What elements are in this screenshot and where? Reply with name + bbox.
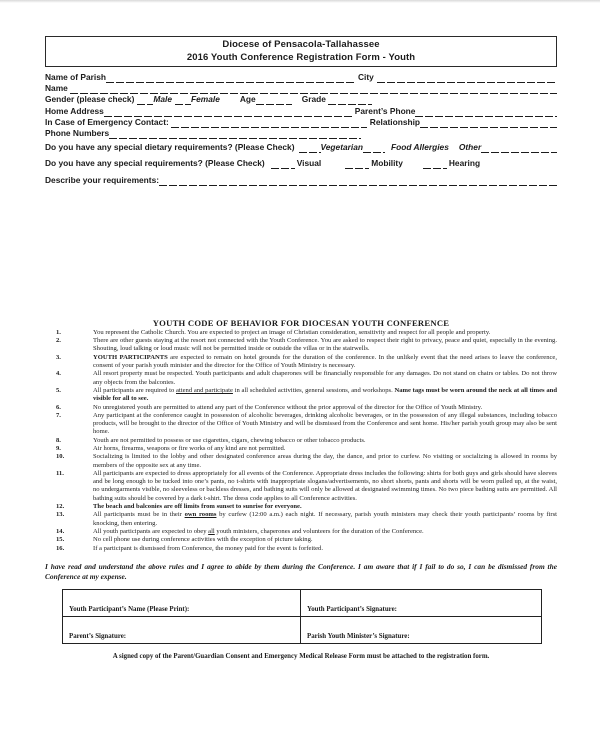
female-label: Female: [191, 94, 220, 105]
rule-item: [56, 354, 557, 371]
form-title-box: [45, 36, 557, 67]
code-of-behavior-section: [45, 318, 557, 553]
special-question-label: Do you have any special requirements? (Please Check): [45, 158, 265, 169]
rule-item: [56, 528, 557, 536]
rule-item: [56, 370, 557, 387]
form-row-describe: [45, 175, 557, 186]
vegetarian-label: Vegetarian: [320, 142, 364, 153]
rule-number: 3.: [56, 353, 61, 361]
rule-text: All participants are expected to dress appropriately for all events of the Conference. Appropriate dress includes the following: shirts for both guys and girls should have sleeves and be long enough to be tucked into one’s pants, no t-shirts with inappropriate slogans/advertisements, no short shorts, pants and shorts will be worn pulled up, at the waist, no undergarments visible, no sleeveless or backless dresses, and bathing suits will only be allowed at designated swimming times. No two piece bathing suits are permitted. All bathing suits should be covered by a dark t-shirt. The dress code applies to all Conference activities.: [93, 469, 557, 502]
rule-item: [56, 536, 557, 544]
name-input-line[interactable]: [70, 84, 557, 94]
male-check-line[interactable]: [137, 96, 153, 106]
form-row-name: [45, 83, 557, 94]
vegetarian-check-line[interactable]: [299, 143, 321, 153]
emergency-contact-label: In Case of Emergency Contact:: [45, 116, 169, 127]
rule-text: The beach and balconies are off limits from sunset to sunrise for everyone.: [93, 503, 302, 511]
gender-label: Gender (please check): [45, 94, 135, 105]
female-check-line[interactable]: [175, 96, 191, 106]
signature-row: [63, 616, 541, 643]
other-label: Other: [458, 142, 482, 153]
rule-text: No unregistered youth are permitted to attend any part of the Conference without the prior approval of the director for the Office of Youth Ministry.: [93, 403, 483, 411]
rule-text: You represent the Catholic Church. You are expected to project an image of Christian consideration, sensitivity and respect for all people and property.: [93, 328, 491, 336]
rule-item: [56, 445, 557, 453]
rule-item: [56, 337, 557, 354]
rule-item: [56, 412, 557, 437]
rule-number: 11.: [56, 469, 64, 477]
hearing-label: Hearing: [448, 158, 481, 169]
parish-input-line[interactable]: [106, 73, 356, 83]
rule-text: Socializing is limited to the lobby and other designated conference areas during the day, the dance, and prior to curfew. No visiting or socializing is allowed in rooms by members of the opposite sex at any time.: [93, 453, 557, 469]
visual-label: Visual: [296, 158, 322, 169]
registration-form: [45, 72, 557, 186]
hearing-check-line[interactable]: [423, 160, 447, 170]
rules-list: [56, 329, 557, 553]
signature-cell[interactable]: [63, 590, 301, 616]
signature-table: [62, 589, 542, 644]
rule-item: [56, 329, 557, 337]
rule-item: [56, 437, 557, 445]
signature-cell[interactable]: [301, 617, 541, 643]
rule-item: [56, 387, 557, 404]
rule-item: [56, 511, 557, 528]
grade-label: Grade: [301, 94, 326, 105]
form-title: 2016 Youth Conference Registration Form - Youth: [186, 51, 416, 63]
rule-item: [56, 453, 557, 470]
mobility-check-line[interactable]: [345, 160, 369, 170]
home-address-label: Home Address: [45, 105, 104, 116]
relationship-input-line[interactable]: [420, 118, 557, 128]
rule-number: 7.: [56, 411, 61, 419]
name-label: Name: [45, 83, 68, 94]
form-row-gender: [45, 94, 557, 105]
form-row-phone: [45, 128, 557, 139]
home-address-input-line[interactable]: [104, 107, 352, 117]
relationship-label: Relationship: [369, 116, 421, 127]
code-of-behavior-title: YOUTH CODE OF BEHAVIOR FOR DIOCESAN YOUTH CONFERENCE: [152, 317, 450, 328]
dietary-question-label: Do you have any special dietary requirements? (Please Check): [45, 142, 295, 153]
form-row-address: [45, 106, 557, 117]
city-input-line[interactable]: [377, 73, 557, 83]
visual-check-line[interactable]: [271, 160, 295, 170]
diocese-title: Diocese of Pensacola-Tallahassee: [222, 39, 380, 50]
city-label: City: [357, 72, 374, 82]
rule-text: All participants are required to attend and participate in all scheduled activities, general sessions, and workshops. Name tags must be worn around the neck at all times and visible for all to see.: [93, 386, 557, 403]
signature-cell-label: Youth Participant’s Name (Please Print):: [69, 605, 190, 613]
food-allergies-label: Food Allergies: [391, 142, 449, 153]
rule-number: 2.: [56, 337, 61, 345]
signature-cell[interactable]: [301, 590, 541, 616]
rule-text: Air horns, firearms, weapons or fire works of any kind are not permitted.: [93, 444, 286, 452]
rule-number: 12.: [56, 503, 65, 511]
rule-item: [56, 404, 557, 412]
male-label: Male: [153, 94, 172, 105]
describe-requirements-label: Describe your requirements:: [45, 174, 160, 185]
parents-phone-label: Parent’s Phone: [354, 105, 416, 116]
rule-text: All participants must be in their own rooms by curfew (12:00 a.m.) each night. If necessary, parish youth ministers may check their youth participants’ rooms by first knocking, then entering.: [93, 511, 557, 527]
age-label: Age: [239, 94, 256, 105]
rule-number: 1.: [56, 328, 61, 336]
rule-number: 16.: [56, 544, 65, 552]
rule-text: YOUTH PARTICIPANTS are expected to remain on hotel grounds for the duration of the conference. In the unlikely event that the need arises to leave the conference, consent of your parish youth minister and the director for the Office of Youth Ministry is necessary.: [93, 353, 557, 370]
grade-input-line[interactable]: [328, 96, 372, 106]
agreement-statement: I have read and understand the above rules and I agree to abide by them during the Conference. I am aware that if I fail to do so, I can be dismissed from the Conference at my expense.: [45, 561, 557, 582]
signature-cell-label: Parent’s Signature:: [69, 632, 127, 640]
phone-numbers-label: Phone Numbers: [45, 128, 110, 139]
emergency-contact-input-line[interactable]: [171, 118, 367, 128]
form-row-parish: [45, 72, 557, 83]
parents-phone-input-line[interactable]: [415, 107, 557, 117]
food-allergies-check-line[interactable]: [363, 143, 385, 153]
rule-text: There are other guests staying at the resort not connected with the Youth Conference. You are asked to respect their right to privacy, peace and quiet, especially in the evening. Shouting, loud talking or loud music will not be permitted inside or outside the villas or in the stairwells.: [93, 337, 557, 353]
rule-number: 6.: [56, 403, 61, 411]
attachment-note: A signed copy of the Parent/Guardian Consent and Emergency Medical Release Form must be attached to the registration form.: [112, 652, 490, 660]
rule-text: All youth participants are expected to obey all youth ministers, chaperones and volunteers for the duration of the Conference.: [93, 527, 424, 535]
rule-number: 14.: [56, 527, 65, 535]
signature-cell-label: Parish Youth Minister’s Signature:: [307, 632, 410, 640]
rule-number: 15.: [56, 536, 65, 544]
mobility-label: Mobility: [371, 158, 403, 169]
rule-text: All resort property must be respected. Youth participants and adult chaperones will be financially responsible for any damages. Do not stand on chairs or tables. Do not throw any objects from the balconies.: [93, 370, 557, 386]
signature-row: [63, 590, 541, 616]
form-row-dietary: [45, 142, 557, 153]
rule-text: No cell phone use during conference activities with the exception of picture taking.: [93, 536, 313, 544]
describe-requirements-input-line[interactable]: [159, 176, 557, 186]
rule-item: [56, 545, 557, 553]
rule-item: [56, 503, 557, 511]
parish-label: Name of Parish: [45, 72, 106, 82]
rule-text: Any participant at the conference caught in possession of alcoholic beverages, drinking alcoholic beverages, or in the possession of any illegal substances, including tobacco products, will be brought to the director of the Office of Youth Ministry and will be dismissed from the Conference and sent home. His/her parish youth group may also be sent home.: [93, 411, 557, 436]
form-row-special: [45, 158, 557, 169]
rule-number: 5.: [56, 386, 61, 394]
rule-text: If a participant is dismissed from Conference, the money paid for the event is forfeited.: [93, 544, 323, 552]
rule-number: 13.: [56, 511, 65, 519]
rule-number: 10.: [56, 453, 65, 461]
phone-numbers-input-line[interactable]: [109, 129, 361, 139]
rule-number: 4.: [56, 370, 61, 378]
other-input-line[interactable]: [481, 143, 557, 153]
signature-cell-label: Youth Participant’s Signature:: [307, 605, 397, 613]
form-row-emergency: [45, 117, 557, 128]
rule-item: [56, 470, 557, 503]
age-input-line[interactable]: [256, 96, 292, 106]
rule-text: Youth are not permitted to possess or use cigarettes, cigars, chewing tobacco or other tobacco products.: [93, 436, 366, 444]
rule-number: 8.: [56, 436, 61, 444]
signature-cell[interactable]: [63, 617, 301, 643]
rule-number: 9.: [56, 444, 61, 452]
